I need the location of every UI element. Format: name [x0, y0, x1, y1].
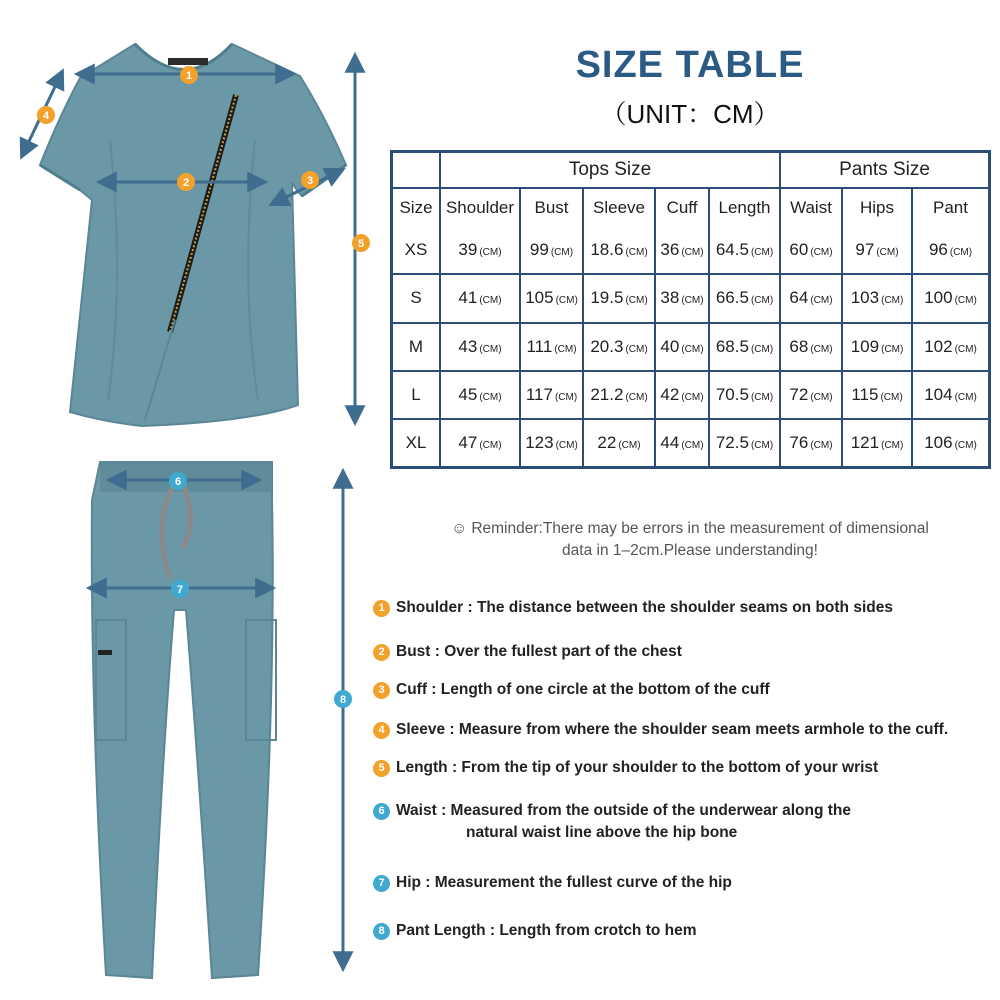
measurement-cell	[584, 372, 656, 420]
cell-unit: (CM)	[954, 439, 977, 451]
badge-2: 2	[373, 644, 390, 661]
measurement-cell	[781, 275, 843, 323]
cell-unit: (CM)	[479, 439, 502, 451]
badge-1: 1	[373, 600, 390, 617]
definition-text: Shoulder : The distance between the shoulder seams on both sides	[396, 599, 893, 616]
cell-value: 117	[525, 384, 553, 404]
cell-unit: (CM)	[750, 439, 774, 451]
definition-length	[373, 757, 878, 779]
measurement-cell	[781, 420, 843, 466]
cell-value: 42	[660, 384, 680, 404]
cell-value: 97	[855, 240, 875, 260]
reminder-note	[395, 518, 985, 562]
cell-value: 104	[924, 384, 953, 404]
definition-text: Sleeve : Measure from where the shoulder seam meets armhole to the cuff.	[396, 721, 949, 738]
measurement-cell	[584, 275, 656, 323]
size-cell: L	[393, 372, 441, 420]
cell-value: 43	[458, 336, 478, 356]
cell-unit: (CM)	[625, 391, 648, 403]
cell-value: 123	[525, 432, 554, 452]
cell-value: 21.2	[590, 384, 624, 404]
cell-unit: (CM)	[954, 391, 977, 403]
measurement-cell	[521, 324, 584, 372]
definition-hip	[373, 872, 732, 894]
cell-unit: (CM)	[555, 295, 578, 307]
cell-value: 68.5	[715, 336, 749, 356]
measurement-cell	[843, 227, 913, 275]
unit-label: （UNIT：CM）	[600, 99, 780, 129]
cell-value: 18.6	[590, 240, 624, 260]
cell-unit: (CM)	[479, 295, 502, 307]
cell-value: 64.5	[715, 240, 749, 260]
measurement-cell	[913, 372, 988, 420]
definition-text: Bust : Over the fullest part of the chest	[396, 643, 682, 660]
table-row	[393, 420, 988, 466]
measurement-cell	[521, 420, 584, 466]
marker-6-label: 6	[174, 476, 182, 488]
cell-value: 96	[928, 240, 948, 260]
cell-unit: (CM)	[681, 439, 704, 451]
measurement-cell	[913, 227, 988, 275]
size-cell: XL	[393, 420, 441, 466]
cell-value: 105	[525, 288, 554, 308]
cell-unit: (CM)	[880, 391, 903, 403]
marker-2-label: 2	[182, 177, 190, 189]
cell-unit: (CM)	[810, 295, 833, 307]
cell-value: 38	[660, 288, 680, 308]
cell-value: 20.3	[590, 336, 624, 356]
cell-unit: (CM)	[750, 391, 774, 403]
cell-unit: (CM)	[554, 343, 577, 355]
cell-unit: (CM)	[954, 343, 977, 355]
cell-unit: (CM)	[681, 343, 704, 355]
measurement-cell	[710, 227, 781, 275]
cell-value: 47	[458, 432, 478, 452]
cell-unit: (CM)	[750, 295, 774, 307]
cell-unit: (CM)	[750, 247, 774, 259]
cell-value: 40	[660, 336, 680, 356]
definition-pant-length	[373, 920, 697, 942]
column-header: Waist	[781, 189, 843, 227]
cell-value: 121	[850, 432, 880, 452]
cell-unit: (CM)	[554, 391, 578, 403]
pants-size-header: Pants Size	[781, 153, 988, 189]
cell-unit: (CM)	[555, 439, 578, 451]
cell-value: 68	[789, 336, 809, 356]
reminder-line-2: data in 1–2cm.Please understanding!	[562, 542, 818, 559]
measurement-cell	[843, 372, 913, 420]
cell-value: 109	[850, 336, 880, 356]
measurement-cell	[843, 324, 913, 372]
tops-size-header: Tops Size	[441, 153, 781, 189]
size-cell: XS	[393, 227, 441, 275]
measurement-cell	[441, 324, 521, 372]
definition-waist	[373, 800, 851, 844]
column-header: Bust	[521, 189, 584, 227]
cell-unit: (CM)	[881, 295, 904, 307]
cell-unit: (CM)	[681, 391, 704, 403]
column-header: Length	[710, 189, 781, 227]
badge-7: 7	[373, 875, 390, 892]
size-cell: M	[393, 324, 441, 372]
cell-value: 72.5	[715, 432, 749, 452]
definition-bust	[373, 641, 682, 663]
badge-4: 4	[373, 722, 390, 739]
cell-value: 45	[458, 384, 478, 404]
cell-value: 102	[924, 336, 953, 356]
table-row	[393, 324, 988, 372]
measurement-cell	[521, 227, 584, 275]
cell-unit: (CM)	[881, 439, 904, 451]
garment-illustration	[0, 0, 370, 1000]
cell-value: 115	[851, 384, 879, 404]
measurement-cell	[913, 324, 988, 372]
measurement-cell	[584, 227, 656, 275]
measurement-cell	[710, 420, 781, 466]
cell-value: 64	[789, 288, 809, 308]
definition-cuff	[373, 679, 770, 701]
cell-unit: (CM)	[550, 247, 574, 259]
measurement-cell	[781, 372, 843, 420]
measurement-cell	[584, 324, 656, 372]
cell-unit: (CM)	[618, 439, 641, 451]
cell-value: 70.5	[715, 384, 749, 404]
scrub-pants-image	[92, 462, 276, 978]
definition-sleeve	[373, 719, 948, 741]
table-row	[393, 372, 988, 420]
cell-unit: (CM)	[810, 343, 833, 355]
cell-value: 99	[529, 240, 549, 260]
measurement-cell	[441, 227, 521, 275]
cell-value: 106	[924, 432, 953, 452]
measurement-cell	[441, 275, 521, 323]
cell-unit: (CM)	[750, 343, 774, 355]
cell-unit: (CM)	[681, 295, 704, 307]
marker-1-label: 1	[185, 70, 193, 82]
cell-value: 111	[526, 336, 553, 356]
column-header: Pant	[933, 198, 968, 218]
cell-value: 36	[660, 240, 680, 260]
cell-value: 39	[458, 240, 478, 260]
definition-shoulder	[373, 597, 893, 619]
measurement-cell	[656, 372, 710, 420]
cell-unit: (CM)	[881, 343, 904, 355]
marker-4-label: 4	[42, 110, 50, 122]
column-header: Sleeve	[584, 189, 656, 227]
cell-unit: (CM)	[625, 247, 648, 259]
cell-value: 72	[789, 384, 809, 404]
cell-value: 76	[789, 432, 809, 452]
scrub-top-image	[40, 44, 346, 426]
definition-text-continued: natural waist line above the hip bone	[466, 824, 738, 841]
badge-6: 6	[373, 803, 390, 820]
marker-3-label: 3	[306, 175, 314, 187]
measurement-cell	[656, 227, 710, 275]
measurement-cell	[656, 275, 710, 323]
measurement-cell	[913, 275, 988, 323]
cell-value: 60	[789, 240, 809, 260]
badge-3: 3	[373, 682, 390, 699]
cell-unit: (CM)	[479, 247, 502, 259]
corner-cell	[393, 153, 441, 189]
cell-unit: (CM)	[876, 247, 899, 259]
column-header: Hips	[843, 189, 913, 227]
cell-unit: (CM)	[810, 247, 833, 259]
cell-unit: (CM)	[949, 247, 973, 259]
measurement-cell	[441, 372, 521, 420]
measurement-cell	[521, 275, 584, 323]
marker-8-label: 8	[339, 694, 347, 706]
badge-8: 8	[373, 923, 390, 940]
definition-text: Hip : Measurement the fullest curve of the hip	[396, 874, 732, 891]
measurement-cell	[710, 372, 781, 420]
measurement-cell	[656, 420, 710, 466]
cell-value: 44	[660, 432, 680, 452]
measurement-cell	[710, 324, 781, 372]
measurement-cell	[913, 420, 988, 466]
definition-text: Length : From the tip of your shoulder to the bottom of your wrist	[396, 759, 879, 776]
column-header: Cuff	[656, 189, 710, 227]
cell-value: 41	[458, 288, 478, 308]
definition-text: Waist : Measured from the outside of the underwear along the	[396, 802, 852, 819]
column-header: Shoulder	[441, 189, 521, 227]
measurement-cell	[843, 420, 913, 466]
measurement-cell	[843, 275, 913, 323]
cell-unit: (CM)	[810, 439, 833, 451]
cell-unit: (CM)	[479, 391, 502, 403]
definition-text: Cuff : Length of one circle at the bottom of the cuff	[396, 681, 770, 698]
measurement-cell	[521, 372, 584, 420]
cell-unit: (CM)	[954, 295, 977, 307]
cell-value: 100	[924, 288, 953, 308]
size-table	[390, 150, 991, 469]
measurement-cell	[656, 324, 710, 372]
definition-text: Pant Length : Length from crotch to hem	[396, 922, 697, 939]
measurement-cell	[441, 420, 521, 466]
cell-unit: (CM)	[625, 343, 648, 355]
size-table-title: SIZE TABLE	[575, 44, 805, 86]
table-row	[393, 227, 988, 275]
badge-5: 5	[373, 760, 390, 777]
cell-value: 66.5	[715, 288, 749, 308]
cell-unit: (CM)	[625, 295, 648, 307]
measurement-cell	[710, 275, 781, 323]
cell-unit: (CM)	[810, 391, 833, 403]
table-row	[393, 275, 988, 323]
marker-7-label: 7	[176, 584, 184, 596]
cell-unit: (CM)	[479, 343, 502, 355]
reminder-line-1: ☺ Reminder:There may be errors in the measurement of dimensional	[451, 520, 929, 537]
marker-5-label: 5	[357, 238, 365, 250]
cell-value: 19.5	[590, 288, 624, 308]
measurement-cell	[584, 420, 656, 466]
column-header: Size	[393, 189, 441, 227]
measurement-cell	[781, 227, 843, 275]
cell-unit: (CM)	[681, 247, 704, 259]
cell-value: 22	[597, 432, 617, 452]
measurement-cell	[781, 324, 843, 372]
size-cell: S	[393, 275, 441, 323]
cell-value: 103	[850, 288, 880, 308]
